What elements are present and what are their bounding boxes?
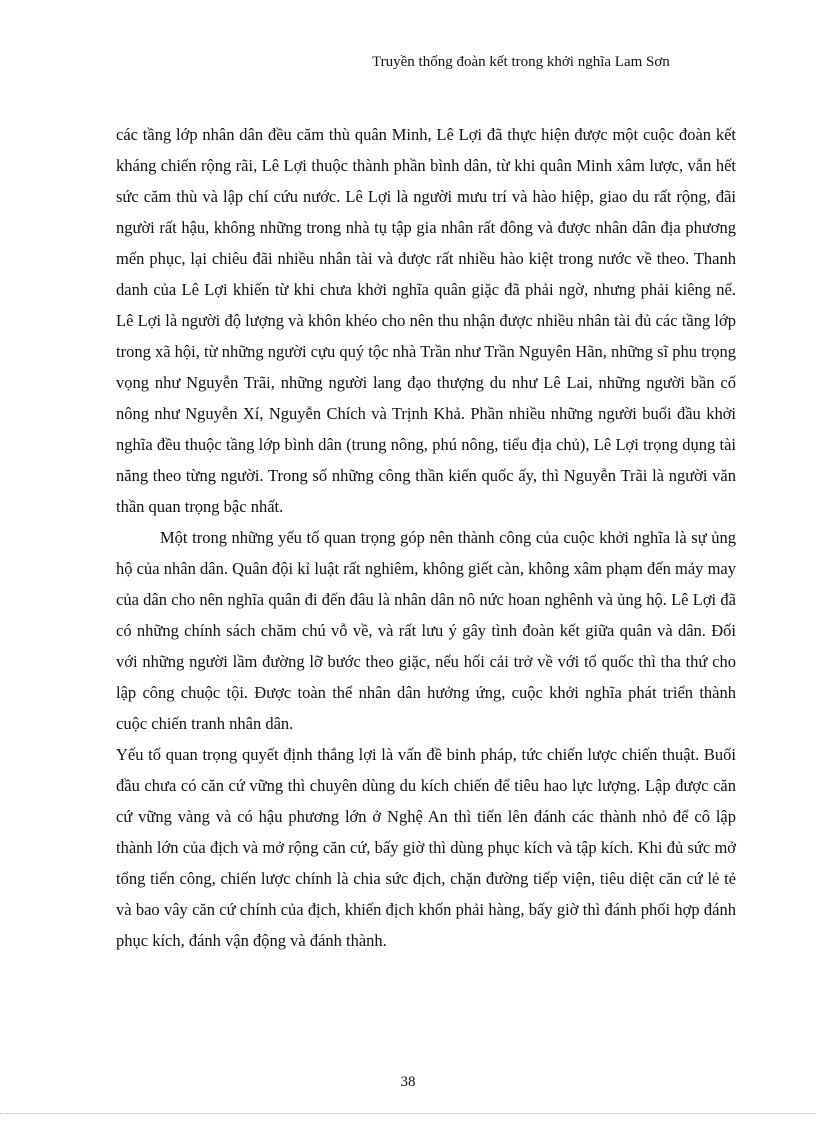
body-text (116, 119, 736, 956)
paragraph-1: các tầng lớp nhân dân đều căm thù quân Minh, Lê Lợi đã thực hiện được một cuộc đoàn kết kháng chiến rộng rãi, Lê Lợi thuộc thành phần bình dân, từ khi quân Minh xâm lược, vẫn hết sức căm thù và lập chí cứu nước. Lê Lợi là người mưu trí và hào hiệp, giao du rất rộng, đãi người rất hậu, không những trong nhà tụ tập gia nhân rất đông và được nhân dân địa phương mến phục, lại chiêu đãi nhiều nhân tài và được rất nhiều hào kiệt trong nước về theo. Thanh danh của Lê Lợi khiến từ khi chưa khởi nghĩa quân giặc đã phải ngờ, nhưng phải kiêng nể. Lê Lợi là người độ lượng và khôn khéo cho nên thu nhận được nhiều nhân tài đủ các tầng lớp trong xã hội, từ những người cựu quý tộc nhà Trần như Trần Nguyên Hãn, những sĩ phu trọng vọng như Nguyễn Trãi, những người lang đạo thượng du như Lê Lai, những người bần cố nông như Nguyễn Xí, Nguyễn Chích và Trịnh Khả. Phần nhiều những người buổi đầu khởi nghĩa đều thuộc tầng lớp bình dân (trung nông, phú nông, tiểu địa chủ), Lê Lợi trọng dụng tài năng theo từng người. Trong số những công thần kiến quốc ấy, thì Nguyễn Trãi là người văn thần quan trọng bậc nhất. (116, 125, 736, 516)
running-header: Truyền thống đoàn kết trong khởi nghĩa Lam Sơn (372, 54, 670, 70)
page-bottom-divider (0, 1113, 816, 1114)
paragraph-2: Một trong những yếu tố quan trọng góp nên thành công của cuộc khởi nghĩa là sự ủng hộ của nhân dân. Quân đội kỉ luật rất nghiêm, không giết càn, không xâm phạm đến mảy may của dân cho nên nghĩa quân đi đến đâu là nhân dân nô nức hoan nghênh và ủng hộ. Lê Lợi đã có những chính sách chăm chú vỗ về, và rất lưu ý gây tình đoàn kết giữa quân và dân. Đối với những người lầm đường lỡ bước theo giặc, nếu hối cải trở về với tổ quốc thì tha thứ cho lập công chuộc tội. Được toàn thể nhân dân hưởng ứng, cuộc khởi nghĩa phát triển thành cuộc chiến tranh nhân dân. (116, 528, 736, 733)
page-number: 38 (400, 1074, 416, 1090)
paragraph-3: Yếu tố quan trọng quyết định thắng lợi là vấn đề binh pháp, tức chiến lược chiến thuật. Buổi đầu chưa có căn cứ vững thì chuyên dùng du kích chiến để tiêu hao lực lượng. Lập được căn cứ vững vàng và có hậu phương lớn ở Nghệ An thì tiến lên đánh các thành nhỏ để cô lập thành lớn của địch và mở rộng căn cứ, bấy giờ thì dùng phục kích và tập kích. Khi đủ sức mở tổng tiến công, chiến lược chính là chia sức địch, chặn đường tiếp viện, tiêu diệt căn cứ lẻ tẻ và bao vây căn cứ chính của địch, khiến địch khốn phải hàng, bấy giờ thì đánh phối hợp đánh phục kích, đánh vận động và đánh thành. (116, 745, 736, 950)
